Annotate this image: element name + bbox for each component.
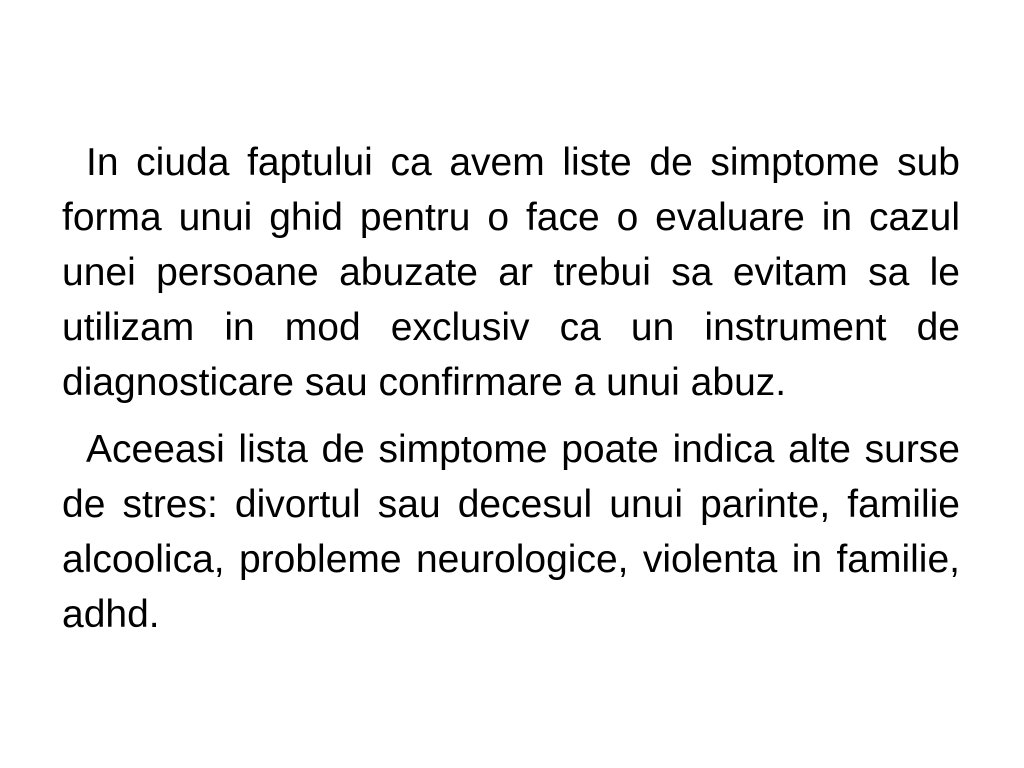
paragraph-2: Aceeasi lista de simptome poate indica alte surse de stres: divortul sau decesul unui parinte, familie alcoolica, probleme neurologice, violenta in familie, adhd. (62, 428, 960, 636)
paragraph-1: In ciuda faptului ca avem liste de simptome sub forma unui ghid pentru o face o evaluare in cazul unei persoane abuzate ar trebui sa evitam sa le utilizam in mod exclusiv ca un instrument de diagnosticare sau confirmare a unui abuz. (62, 141, 960, 404)
slide-body (62, 135, 960, 654)
